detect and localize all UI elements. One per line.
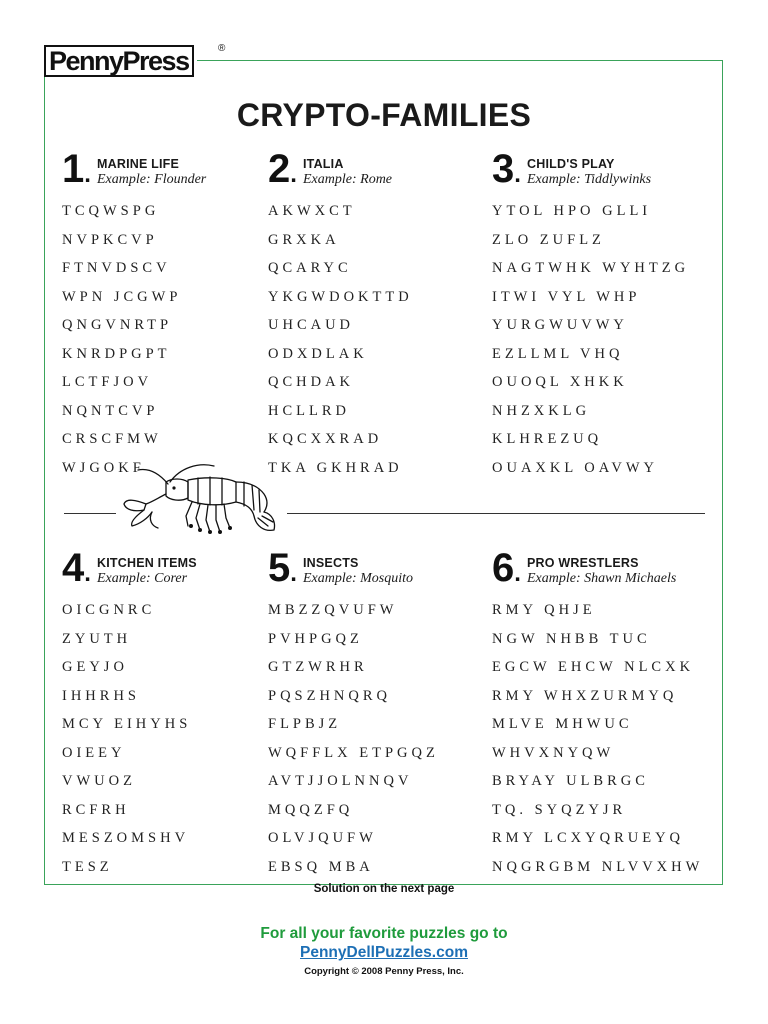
puzzle-header (492, 147, 722, 193)
cipher-line: MBZZQVUFW (268, 602, 398, 618)
cipher-line: TCQWSPG (62, 203, 160, 219)
puzzle-header (62, 147, 292, 193)
cipher-line: EBSQ MBA (268, 858, 374, 875)
cipher-line: OUOQL XHKK (492, 374, 628, 390)
page-title: CRYPTO-FAMILIES (236, 97, 532, 133)
cipher-line: RMY WHXZURMYQ (492, 687, 678, 704)
puzzle-3 (492, 147, 722, 488)
divider-left (64, 513, 116, 514)
cipher-line: OLVJQUFW (268, 830, 377, 846)
puzzle-number: 2. (268, 147, 297, 191)
cipher-line: PVHPGQZ (268, 630, 363, 647)
puzzle-category: CHILD'S PLAY (527, 157, 615, 171)
logo-area (44, 43, 226, 77)
puzzle-header (268, 546, 498, 592)
cipher-line: OICGNRC (62, 602, 156, 618)
puzzle-example: Example: Tiddlywinks (527, 172, 652, 187)
cipher-line: MESZOMSHV (62, 830, 190, 846)
cipher-line: EZLLML VHQ (492, 345, 624, 362)
cipher-line: ITWI VYL WHP (492, 288, 641, 305)
cipher-line: ZLO ZUFLZ (492, 231, 605, 248)
cipher-line: CRSCFMW (62, 431, 162, 447)
cipher-line: NAGTWHK WYHTZG (492, 260, 690, 276)
cipher-line: KNRDPGPT (62, 345, 171, 362)
cipher-line: MLVE MHWUC (492, 716, 633, 732)
cipher-list (268, 602, 498, 887)
cipher-line: YURGWUVWY (492, 317, 628, 333)
cipher-line: KQCXXRAD (268, 431, 383, 447)
solution-note: Solution on the next page (313, 883, 455, 895)
cipher-line: NHZXKLG (492, 402, 591, 419)
promo-text: For all your favorite puzzles go to (260, 925, 508, 942)
cipher-line: TQ. SYQZYJR (492, 801, 627, 818)
cipher-line: KLHREZUQ (492, 431, 603, 447)
cipher-line: WJGOKF (62, 459, 145, 476)
cipher-list (62, 203, 292, 488)
pennypress-logo: PennyPress (44, 45, 194, 77)
puzzle-example: Example: Corer (97, 571, 188, 586)
puzzle-number: 3. (492, 147, 521, 191)
cipher-list (492, 203, 722, 488)
registered-mark: ® (218, 43, 226, 54)
cipher-line: YKGWDOKTTD (268, 288, 413, 305)
cipher-line: BRYAY ULBRGC (492, 773, 649, 789)
cipher-line: GTZWRHR (268, 659, 368, 675)
puzzle-number: 6. (492, 546, 521, 590)
cipher-line: RMY LCXYQRUEYQ (492, 830, 685, 846)
puzzle-example: Example: Rome (303, 172, 393, 187)
cipher-line: LCTFJOV (62, 374, 153, 390)
cipher-line: GEYJO (62, 659, 128, 675)
cipher-line: ZYUTH (62, 630, 132, 647)
cipher-line: NQNTCVP (62, 402, 159, 419)
cipher-line: EGCW EHCW NLCXK (492, 659, 695, 675)
cipher-line: NQGRGBM NLVVXHW (492, 858, 704, 875)
cipher-line: WPN JCGWP (62, 288, 182, 305)
cipher-line: HCLLRD (268, 402, 350, 419)
cipher-line: TKA GKHRAD (268, 459, 403, 476)
cipher-list (62, 602, 292, 887)
cipher-line: QNGVNRTP (62, 317, 173, 333)
cipher-line: FLPBJZ (268, 716, 342, 732)
cipher-line: NVPKCVP (62, 231, 158, 248)
cipher-line: OIEEY (62, 744, 126, 761)
cipher-line: FTNVDSCV (62, 260, 171, 276)
puzzle-category: MARINE LIFE (97, 157, 180, 171)
cipher-line: ODXDLAK (268, 345, 368, 362)
puzzle-example: Example: Mosquito (303, 571, 414, 586)
cipher-line: PQSZHNQRQ (268, 687, 392, 704)
puzzle-example: Example: Flounder (97, 172, 207, 187)
puzzle-header (62, 546, 292, 592)
cipher-line: RMY QHJE (492, 602, 596, 618)
puzzle-header (268, 147, 498, 193)
divider-right (287, 513, 705, 514)
cipher-line: VWUOZ (62, 773, 136, 789)
cipher-line: TESZ (62, 858, 113, 875)
puzzle-2 (268, 147, 498, 488)
cipher-line: AKWXCT (268, 203, 356, 219)
cipher-line: RCFRH (62, 801, 130, 818)
puzzle-category: KITCHEN ITEMS (97, 556, 197, 570)
puzzle-4 (62, 546, 292, 887)
website-link[interactable]: PennyDellPuzzles.com (300, 944, 468, 961)
puzzle-number: 1. (62, 147, 91, 191)
cipher-line: NGW NHBB TUC (492, 630, 651, 647)
puzzle-example: Example: Shawn Michaels (527, 571, 677, 586)
cipher-line: AVTJJOLNNQV (268, 773, 413, 789)
website-link-row (0, 944, 768, 962)
puzzle-1 (62, 147, 292, 488)
cipher-list (492, 602, 722, 887)
cipher-line: QCHDAK (268, 374, 355, 390)
cipher-line: QCARYC (268, 260, 352, 276)
puzzle-number: 4. (62, 546, 91, 590)
cipher-line: UHCAUD (268, 317, 355, 333)
puzzle-category: INSECTS (303, 556, 359, 570)
puzzle-category: ITALIA (303, 157, 344, 171)
cipher-line: IHHRHS (62, 687, 140, 704)
cipher-line: MCY EIHYHS (62, 716, 192, 732)
cipher-line: MQQZFQ (268, 801, 354, 818)
puzzle-header (492, 546, 722, 592)
lobster-icon (118, 460, 283, 545)
puzzle-5 (268, 546, 498, 887)
cipher-line: YTOL HPO GLLI (492, 203, 652, 219)
puzzle-6 (492, 546, 722, 887)
cipher-line: WHVXNYQW (492, 744, 615, 761)
cipher-list (268, 203, 498, 488)
copyright: Copyright © 2008 Penny Press, Inc. (304, 966, 464, 977)
cipher-line: OUAXKL OAVWY (492, 459, 659, 476)
puzzle-number: 5. (268, 546, 297, 590)
cipher-line: GRXKA (268, 231, 340, 248)
puzzle-category: PRO WRESTLERS (527, 556, 639, 570)
cipher-line: WQFFLX ETPGQZ (268, 744, 439, 761)
